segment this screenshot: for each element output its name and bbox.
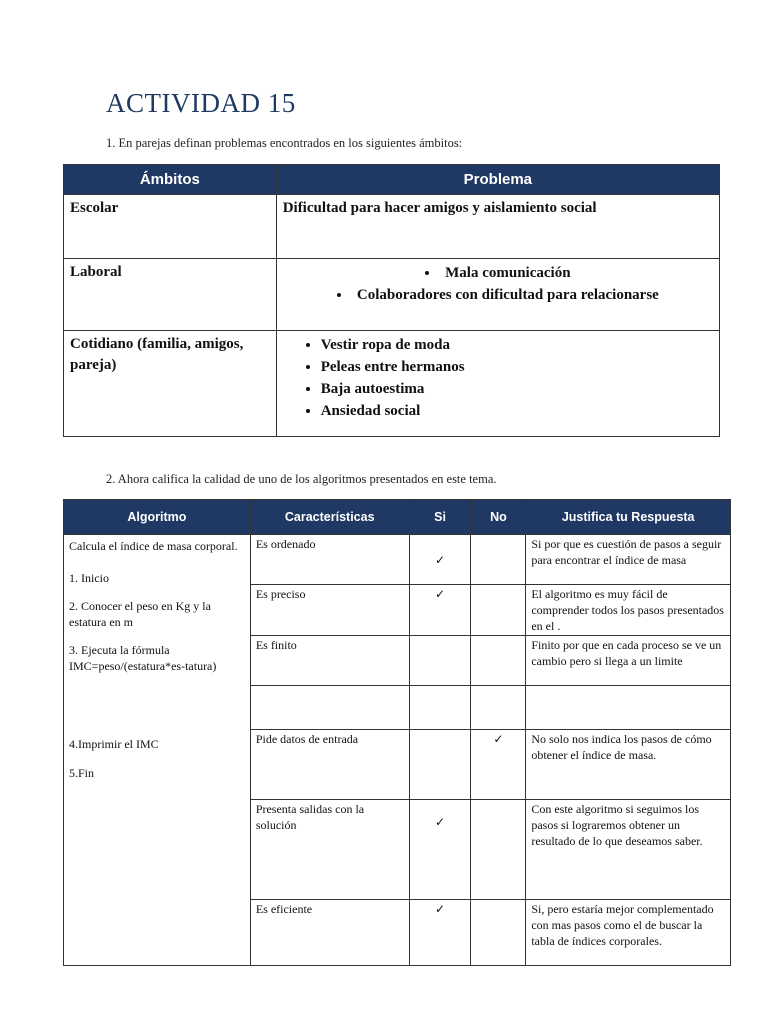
list-item: • Mala comunicación — [283, 262, 713, 284]
justifica-cell: Si, pero estaría mejor complementado con mas pasos como el de buscar la tabla de índices corporales. — [526, 900, 731, 966]
no-check-cell — [471, 585, 526, 636]
ambito-cell: Escolar — [64, 195, 277, 259]
list-item: • Colaboradores con dificultad para relacionarse — [283, 284, 713, 306]
algoritmo-line: 4.Imprimir el IMC — [69, 737, 159, 751]
justifica-cell: Con este algoritmo si seguimos los pasos si lograremos obtener un resultado de lo que deseamos saber. — [526, 800, 731, 900]
justifica-cell: El algoritmo es muy fácil de comprender todos los pasos presentados en el . — [526, 585, 731, 636]
problem-list — [283, 262, 713, 306]
no-check-cell — [471, 686, 526, 730]
algoritmo-line: 2. Conocer el peso en Kg y la estatura en m — [69, 599, 211, 629]
header-si: Si — [409, 500, 471, 535]
justifica-cell: No solo nos indica los pasos de cómo obtener el índice de masa. — [526, 730, 731, 800]
header-algoritmo: Algoritmo — [64, 500, 251, 535]
no-check-cell: ✓ — [471, 730, 526, 800]
header-no: No — [471, 500, 526, 535]
caracteristica-cell: Es ordenado — [250, 535, 409, 585]
si-check-cell — [409, 686, 471, 730]
no-check-cell — [471, 535, 526, 585]
table-row — [64, 259, 720, 331]
caracteristica-cell: Es finito — [250, 636, 409, 686]
caracteristica-cell: Pide datos de entrada — [250, 730, 409, 800]
table-row — [64, 195, 720, 259]
table-header-row — [64, 165, 720, 195]
justifica-cell — [526, 686, 731, 730]
table-row — [64, 331, 720, 437]
si-check-cell — [409, 730, 471, 800]
caracteristica-cell: Es preciso — [250, 585, 409, 636]
page-title: ACTIVIDAD 15 — [106, 88, 296, 118]
list-item: • Ansiedad social — [321, 400, 713, 422]
table-header-row — [64, 500, 731, 535]
no-check-cell — [471, 636, 526, 686]
caracteristica-cell: Presenta salidas con la solución — [250, 800, 409, 900]
problema-cell: Dificultad para hacer amigos y aislamiento social — [276, 195, 719, 259]
algoritmo-cell — [64, 535, 251, 966]
table-row — [64, 535, 731, 585]
no-check-cell — [471, 800, 526, 900]
problema-cell — [276, 331, 719, 437]
si-check-cell: ✓ — [409, 585, 471, 636]
instruction-1: 1. En parejas definan problemas encontrados en los siguientes ámbitos: — [106, 136, 463, 150]
caracteristica-cell: Es eficiente — [250, 900, 409, 966]
problema-cell — [276, 259, 719, 331]
problem-list — [283, 334, 713, 422]
ambitos-table — [63, 164, 720, 437]
si-check-cell: ✓ — [409, 800, 471, 900]
algoritmo-line: 1. Inicio — [69, 571, 109, 585]
algoritmo-table — [63, 499, 731, 966]
header-problema: Problema — [276, 165, 719, 195]
list-item: • Baja autoestima — [321, 378, 713, 400]
justifica-cell: Finito por que en cada proceso se ve un cambio pero si llega a un limite — [526, 636, 731, 686]
ambito-cell: Laboral — [64, 259, 277, 331]
list-item: • Peleas entre hermanos — [321, 356, 713, 378]
justifica-cell: Si por que es cuestión de pasos a seguir para encontrar el índice de masa — [526, 535, 731, 585]
si-check-cell: ✓ — [409, 535, 471, 585]
algoritmo-line: 3. Ejecuta la fórmula IMC=peso/(estatura*es-tatura) — [69, 643, 217, 673]
header-justifica: Justifica tu Respuesta — [526, 500, 731, 535]
header-ambitos: Ámbitos — [64, 165, 277, 195]
si-check-cell — [409, 636, 471, 686]
si-check-cell: ✓ — [409, 900, 471, 966]
instruction-2: 2. Ahora califica la calidad de uno de los algoritmos presentados en este tema. — [106, 472, 497, 486]
no-check-cell — [471, 900, 526, 966]
algoritmo-line: 5.Fin — [69, 766, 95, 780]
header-caracteristicas: Características — [250, 500, 409, 535]
ambito-cell: Cotidiano (familia, amigos, pareja) — [64, 331, 277, 437]
list-item: • Vestir ropa de moda — [321, 334, 713, 356]
caracteristica-cell — [250, 686, 409, 730]
algoritmo-line: Calcula el índice de masa corporal. — [69, 539, 238, 553]
